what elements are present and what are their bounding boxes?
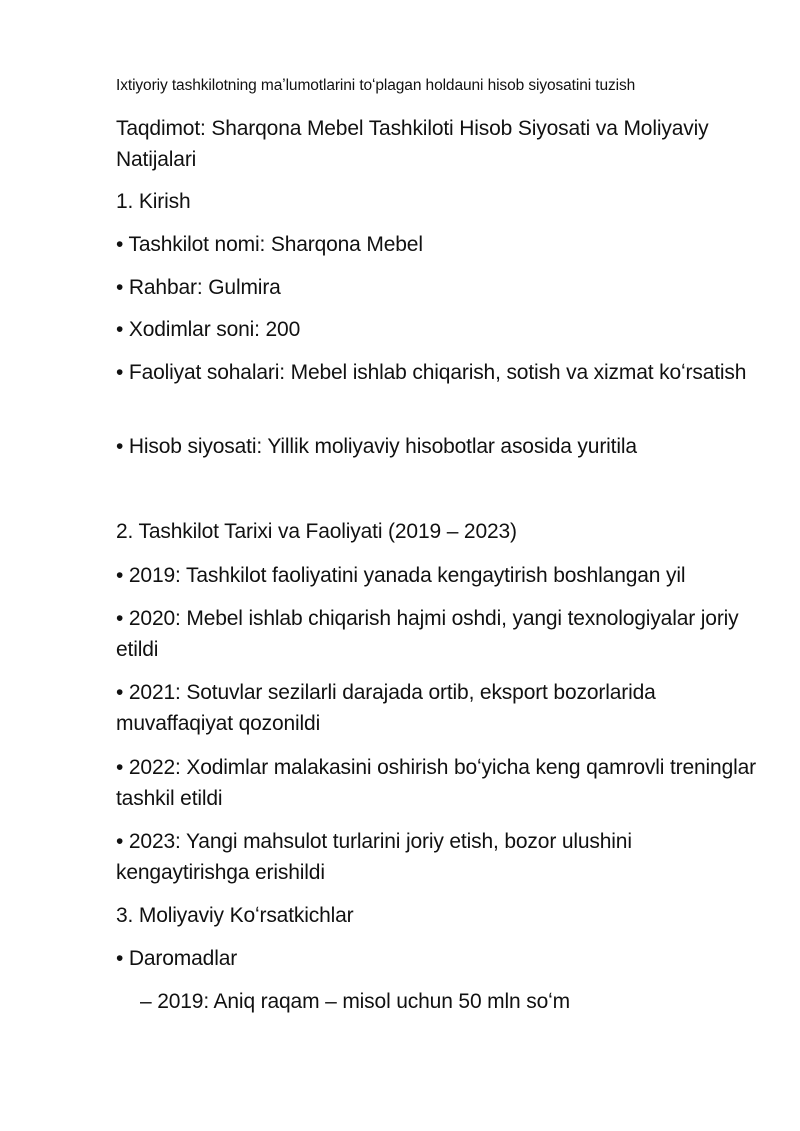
list-item: • 2020: Mebel ishlab chiqarish hajmi oshdi, yangi texnologiyalar joriy etildi (116, 607, 739, 661)
sub-list-item: – 2019: Aniq raqam – misol uchun 50 mln soʻm (140, 990, 570, 1013)
list-item: • 2023: Yangi mahsulot turlarini joriy etish, bozor ulushini kengaytirishga erishildi (116, 830, 632, 884)
list-item: • Rahbar: Gulmira (116, 276, 281, 299)
list-item: • 2021: Sotuvlar sezilarli darajada ortib, eksport bozorlarida muvaffaqiyat qozonildi (116, 681, 656, 735)
list-item: • Daromadlar (116, 947, 238, 970)
document-header: Ixtiyoriy tashkilotning maʼlumotlarini toʻplagan holdauni hisob siyosatini tuzish (116, 77, 636, 94)
list-item: • Tashkilot nomi: Sharqona Mebel (116, 233, 423, 256)
list-item: • 2019: Tashkilot faoliyatini yanada kengaytirish boshlangan yil (116, 564, 686, 587)
list-item: • Faoliyat sohalari: Mebel ishlab chiqarish, sotish va xizmat koʻrsatish (116, 361, 747, 384)
list-item: • Xodimlar soni: 200 (116, 318, 301, 341)
section-1-heading: 1. Kirish (116, 190, 191, 213)
section-3-heading: 3. Moliyaviy Koʻrsatkichlar (116, 904, 354, 927)
list-item: • Hisob siyosati: Yillik moliyaviy hisobotlar asosida yuritila (116, 435, 637, 458)
document-title: Taqdimot: Sharqona Mebel Tashkiloti Hisob Siyosati va Moliyaviy Natijalari (116, 117, 709, 171)
section-2-heading: 2. Tashkilot Tarixi va Faoliyati (2019 – 2023) (116, 520, 517, 543)
list-item: • 2022: Xodimlar malakasini oshirish boʻyicha keng qamrovli treninglar tashkil etildi (116, 756, 756, 810)
